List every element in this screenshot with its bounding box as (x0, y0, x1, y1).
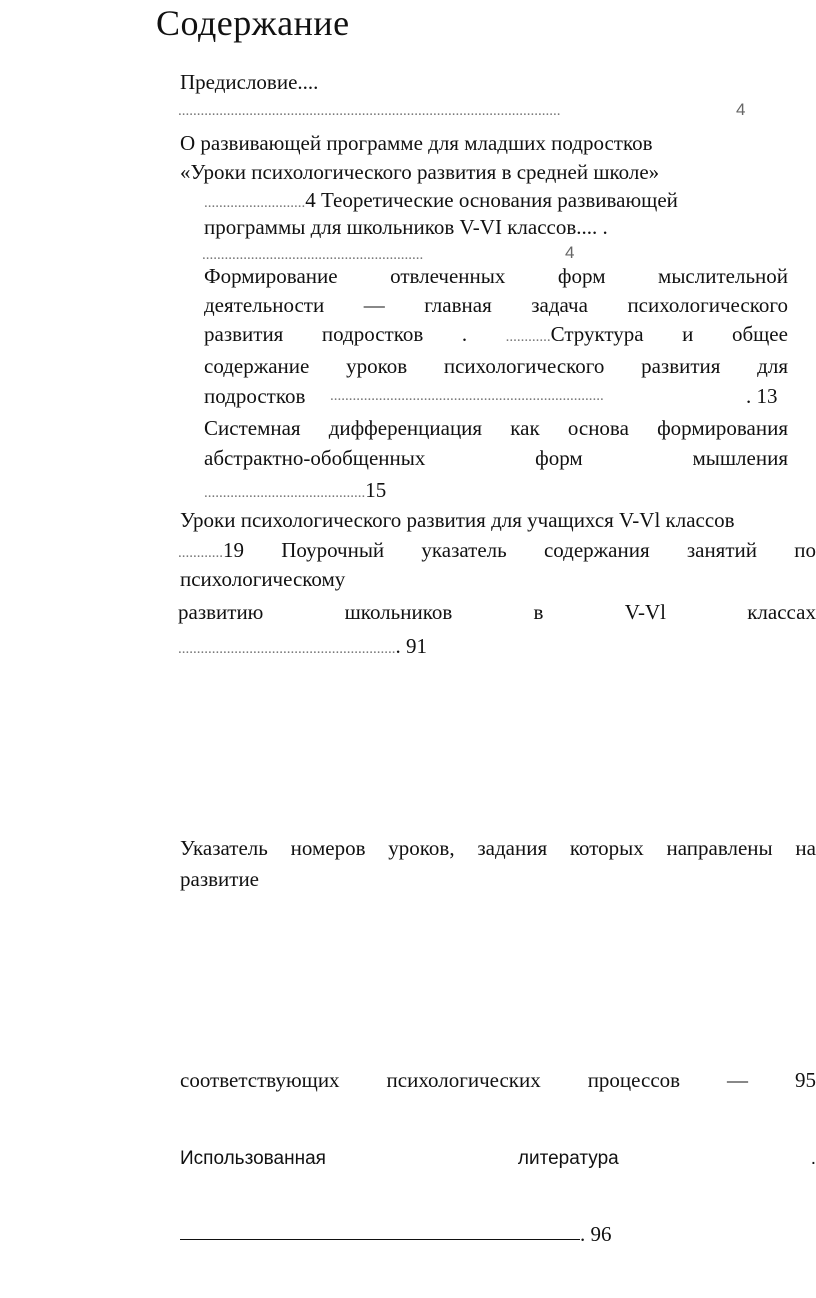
toc-systemic-line-2 (204, 444, 788, 472)
word: . (810, 1148, 816, 1169)
word: процессов (587, 1068, 681, 1092)
word: направлены (666, 836, 773, 860)
word: Указатель (180, 836, 268, 860)
toc-index-line-2: развитие (180, 867, 260, 891)
page-title: Содержание (156, 3, 350, 43)
toc-systemic-page: 15 (365, 478, 387, 502)
word: Формирование (204, 264, 338, 288)
toc-index-line-1 (180, 834, 816, 862)
word: V-Vl (624, 600, 666, 624)
toc-formation-line-5-leader: ......................................................................... (330, 388, 604, 404)
word: форм (557, 264, 606, 288)
word: литература (517, 1148, 619, 1169)
leader-group (506, 320, 644, 351)
toc-theory-leader-2: ........................................................... (202, 247, 424, 263)
toc-formation-leader: ............ (505, 329, 551, 345)
word: классах (747, 600, 816, 624)
word: психологического (627, 293, 788, 317)
toc-formation-line-4 (204, 352, 788, 380)
word: задача (531, 293, 588, 317)
toc-formation-line-2 (204, 291, 788, 319)
toc-lessons-leader-2: .......................................................... (178, 641, 396, 657)
word: психологического (443, 354, 605, 378)
word: абстрактно-обобщенных (204, 446, 426, 470)
word: в (533, 600, 544, 624)
toc-theory-leader: ........................... (204, 195, 306, 211)
word: подростков (321, 322, 424, 346)
toc-lessons-line-3: психологическому (180, 567, 346, 591)
toc-index-line-3 (180, 1066, 816, 1094)
toc-formation-line-3 (204, 320, 788, 351)
toc-formation-page: . 13 (746, 384, 778, 408)
word: для (757, 354, 788, 378)
toc-systemic-line-1 (204, 414, 788, 442)
toc-formation-line-1 (204, 262, 788, 290)
toc-theory-text-a: 4 Теоретические основания развивающей (305, 188, 678, 212)
word: Структура (550, 322, 644, 346)
word: деятельности (204, 293, 325, 317)
word: по (794, 538, 816, 562)
toc-program-line-2: «Уроки психологического развития в средней школе» (180, 160, 660, 184)
word: 19 (223, 538, 244, 562)
word: развитию (178, 600, 264, 624)
word: как (510, 416, 540, 440)
word: Поурочный (281, 538, 385, 562)
word: школьников (344, 600, 453, 624)
word: мышления (692, 446, 788, 470)
word: содержание (204, 354, 310, 378)
word: мыслительной (658, 264, 788, 288)
word: основа (567, 416, 629, 440)
word: и (682, 322, 694, 346)
word: уроков, (388, 836, 455, 860)
word: главная (424, 293, 492, 317)
word: — (727, 1068, 749, 1092)
word: указатель (421, 538, 507, 562)
word: . (461, 322, 468, 346)
toc-preface-leader: ...................................................................................................... (178, 103, 561, 119)
toc-program-line-1: О развивающей программе для младших подростков (180, 131, 653, 155)
word: занятий (686, 538, 757, 562)
toc-lessons-line-4 (178, 598, 816, 626)
toc-lessons-line-2 (178, 536, 816, 567)
word: номеров (290, 836, 366, 860)
toc-preface-label: Предисловие.... (180, 70, 319, 94)
word: психологических (386, 1068, 541, 1092)
word: развития (204, 322, 284, 346)
word: развития (641, 354, 721, 378)
word: Использованная (180, 1148, 326, 1169)
toc-systemic-leader: ........................................... (204, 485, 366, 501)
toc-literature-line-1 (180, 1146, 816, 1172)
word: на (795, 836, 816, 860)
leader-group (178, 536, 244, 567)
word: общее (731, 322, 788, 346)
word: которых (569, 836, 644, 860)
toc-lessons-line-5 (178, 632, 427, 663)
toc-lessons-line-1: Уроки психологического развития для учащихся V-Vl классов (180, 508, 735, 532)
word: форм (535, 446, 583, 470)
toc-lessons-leader: ............ (178, 545, 223, 561)
word: задания (477, 836, 548, 860)
word: дифференциация (328, 416, 483, 440)
word: — (363, 293, 385, 317)
word: отвлеченных (390, 264, 506, 288)
toc-theory-page: 4 (565, 243, 575, 262)
toc-formation-line-5-label: подростков (204, 384, 306, 408)
word: соответствующих (180, 1068, 340, 1092)
word: Системная (204, 416, 301, 440)
toc-preface-page: 4 (736, 100, 746, 119)
word: уроков (346, 354, 408, 378)
toc-literature-page: . 96 (580, 1222, 612, 1246)
toc-literature-leader-rule (180, 1239, 580, 1240)
word: формирования (657, 416, 788, 440)
word: 95 (794, 1068, 816, 1092)
toc-theory-text-b: программы для школьников V-VI классов.... . (204, 215, 608, 239)
toc-lessons-page: . 91 (395, 634, 427, 658)
word: содержания (543, 538, 650, 562)
toc-systemic-line-3 (204, 476, 386, 507)
